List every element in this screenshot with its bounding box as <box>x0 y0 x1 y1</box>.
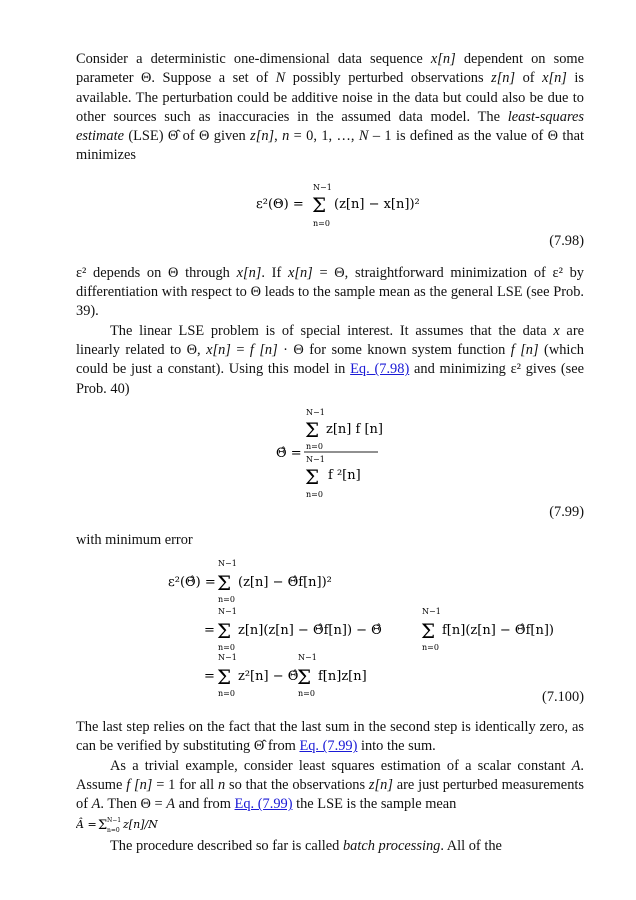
svg-text:Â =: Â = <box>76 817 97 831</box>
equation-7-99 <box>76 399 584 523</box>
eq-798-sigma: Σ <box>312 192 327 217</box>
equation-7-98-formula <box>76 174 584 230</box>
sample-mean-formula <box>76 815 584 835</box>
eq-799-num-sigma: Σ <box>305 417 320 442</box>
link-eq-7-98[interactable]: Eq. (7.98) <box>350 361 410 378</box>
svg-text:n=0: n=0 <box>218 643 235 653</box>
paragraph-last-step: The last step relies on the fact that the last sum in the second step is identically zero, as can be verified by substituting Θ̂ from Eq. (7.99) into the sum. <box>76 719 584 755</box>
svg-text:Σ: Σ <box>98 817 108 833</box>
eq-799-lhs: Θ̂ = <box>276 445 302 461</box>
link-eq-7-99-second[interactable]: Eq. (7.99) <box>234 796 293 813</box>
svg-text:Σ: Σ <box>217 665 232 690</box>
eq-799-num-lower: n=0 <box>306 441 323 451</box>
svg-text:N−1: N−1 <box>107 816 122 824</box>
svg-text:n=0: n=0 <box>422 643 439 653</box>
eq-7100-line3-tail: f[n]z[n] <box>318 669 367 685</box>
equation-7-100-formula <box>76 556 584 696</box>
paragraph-dependence: ε² depends on Θ through x[n]. If x[n] = Θ, straightforward minimization of ε² by differentiation with respect to Θ leads to the sample mean as the general LSE (see Prob. 39). <box>76 264 584 320</box>
eq-799-den-sigma: Σ <box>305 464 320 489</box>
eq-7100-line1-body: (z[n] − Θ̂f[n])² <box>238 575 332 591</box>
equation-number-7-100: (7.100) <box>542 689 584 706</box>
eq-798-upper: N−1 <box>313 182 332 192</box>
svg-text:n=0: n=0 <box>298 689 315 697</box>
svg-text:=: = <box>204 623 215 639</box>
eq-799-numerator: z[n] f [n] <box>326 421 383 437</box>
eq-798-lhs: ε²(Θ) = <box>256 196 304 212</box>
svg-text:N−1: N−1 <box>422 607 441 617</box>
svg-text:n=0: n=0 <box>218 689 235 697</box>
svg-text:n=0: n=0 <box>218 595 235 605</box>
eq-7100-line2-tail: f[n](z[n] − Θ̂f[n]) <box>442 623 554 639</box>
eq-7100-line3-body: z²[n] − Θ̂ <box>238 669 299 685</box>
equation-7-100 <box>76 550 584 710</box>
eq-798-body: (z[n] − x[n])² <box>334 196 420 212</box>
eq-799-den-upper: N−1 <box>306 454 325 464</box>
svg-text:N−1: N−1 <box>298 653 317 663</box>
paragraph-linear-lse: The linear LSE problem is of special interest. It assumes that the data x are linearly related to Θ, x[n] = f [n] · Θ for some known system function f [n] (which could be just a constant). Using this model in Eq. (7.98) and minimizing ε² gives (see Prob. 40) <box>76 322 585 397</box>
eq-7100-line2-body: z[n](z[n] − Θ̂f[n]) − Θ̂ <box>238 623 382 639</box>
document-page <box>76 50 584 856</box>
paragraph-minimum-error: with minimum error <box>76 531 193 548</box>
equation-7-99-formula <box>76 405 584 505</box>
eq-799-den-lower: n=0 <box>306 489 323 499</box>
equation-number-7-99: (7.99) <box>549 503 584 520</box>
svg-text:Σ: Σ <box>217 571 232 596</box>
svg-text:=: = <box>204 669 215 685</box>
svg-text:N−1: N−1 <box>218 653 237 663</box>
equation-number-7-98: (7.98) <box>549 232 584 249</box>
equation-7-98 <box>76 166 584 256</box>
eq-799-num-upper: N−1 <box>306 407 325 417</box>
paragraph-trivial-example: As a trivial example, consider least squares estimation of a scalar constant A. Assume f [n] = 1 for all n so that the observations z[n] are just perturbed measurements of A. Then Θ = A and from Eq. (7.99) the LSE is the sample mean <box>76 757 584 813</box>
eq-798-lower: n=0 <box>313 218 330 228</box>
paragraph-intro: Consider a deterministic one-dimensional data sequence x[n] dependent on some parameter Θ. Suppose a set of N possibly perturbed observations z[n] of x[n] is available. The perturbation could be additive noise in the data but could also be due to other sources such as inaccuracies in the assumed data model. The least-squares estimate (LSE) Θ̂ of Θ given z[n], n = 0, 1, …, N – 1 is defined as the value of Θ that minimizes <box>76 51 585 164</box>
svg-text:z[n]/N: z[n]/N <box>123 817 158 831</box>
eq-7100-line1-lhs: ε²(Θ̂) = <box>168 575 216 591</box>
link-eq-7-99[interactable]: Eq. (7.99) <box>299 738 358 755</box>
svg-text:N−1: N−1 <box>218 559 237 569</box>
svg-text:Σ: Σ <box>217 619 232 644</box>
paragraph-batch-processing: The procedure described so far is called batch processing. All of the <box>110 837 502 854</box>
svg-text:Σ: Σ <box>297 665 312 690</box>
svg-text:N−1: N−1 <box>218 607 237 617</box>
svg-text:Σ: Σ <box>421 619 436 644</box>
svg-text:n=0: n=0 <box>107 826 120 834</box>
eq-799-denominator: f ²[n] <box>328 467 361 483</box>
